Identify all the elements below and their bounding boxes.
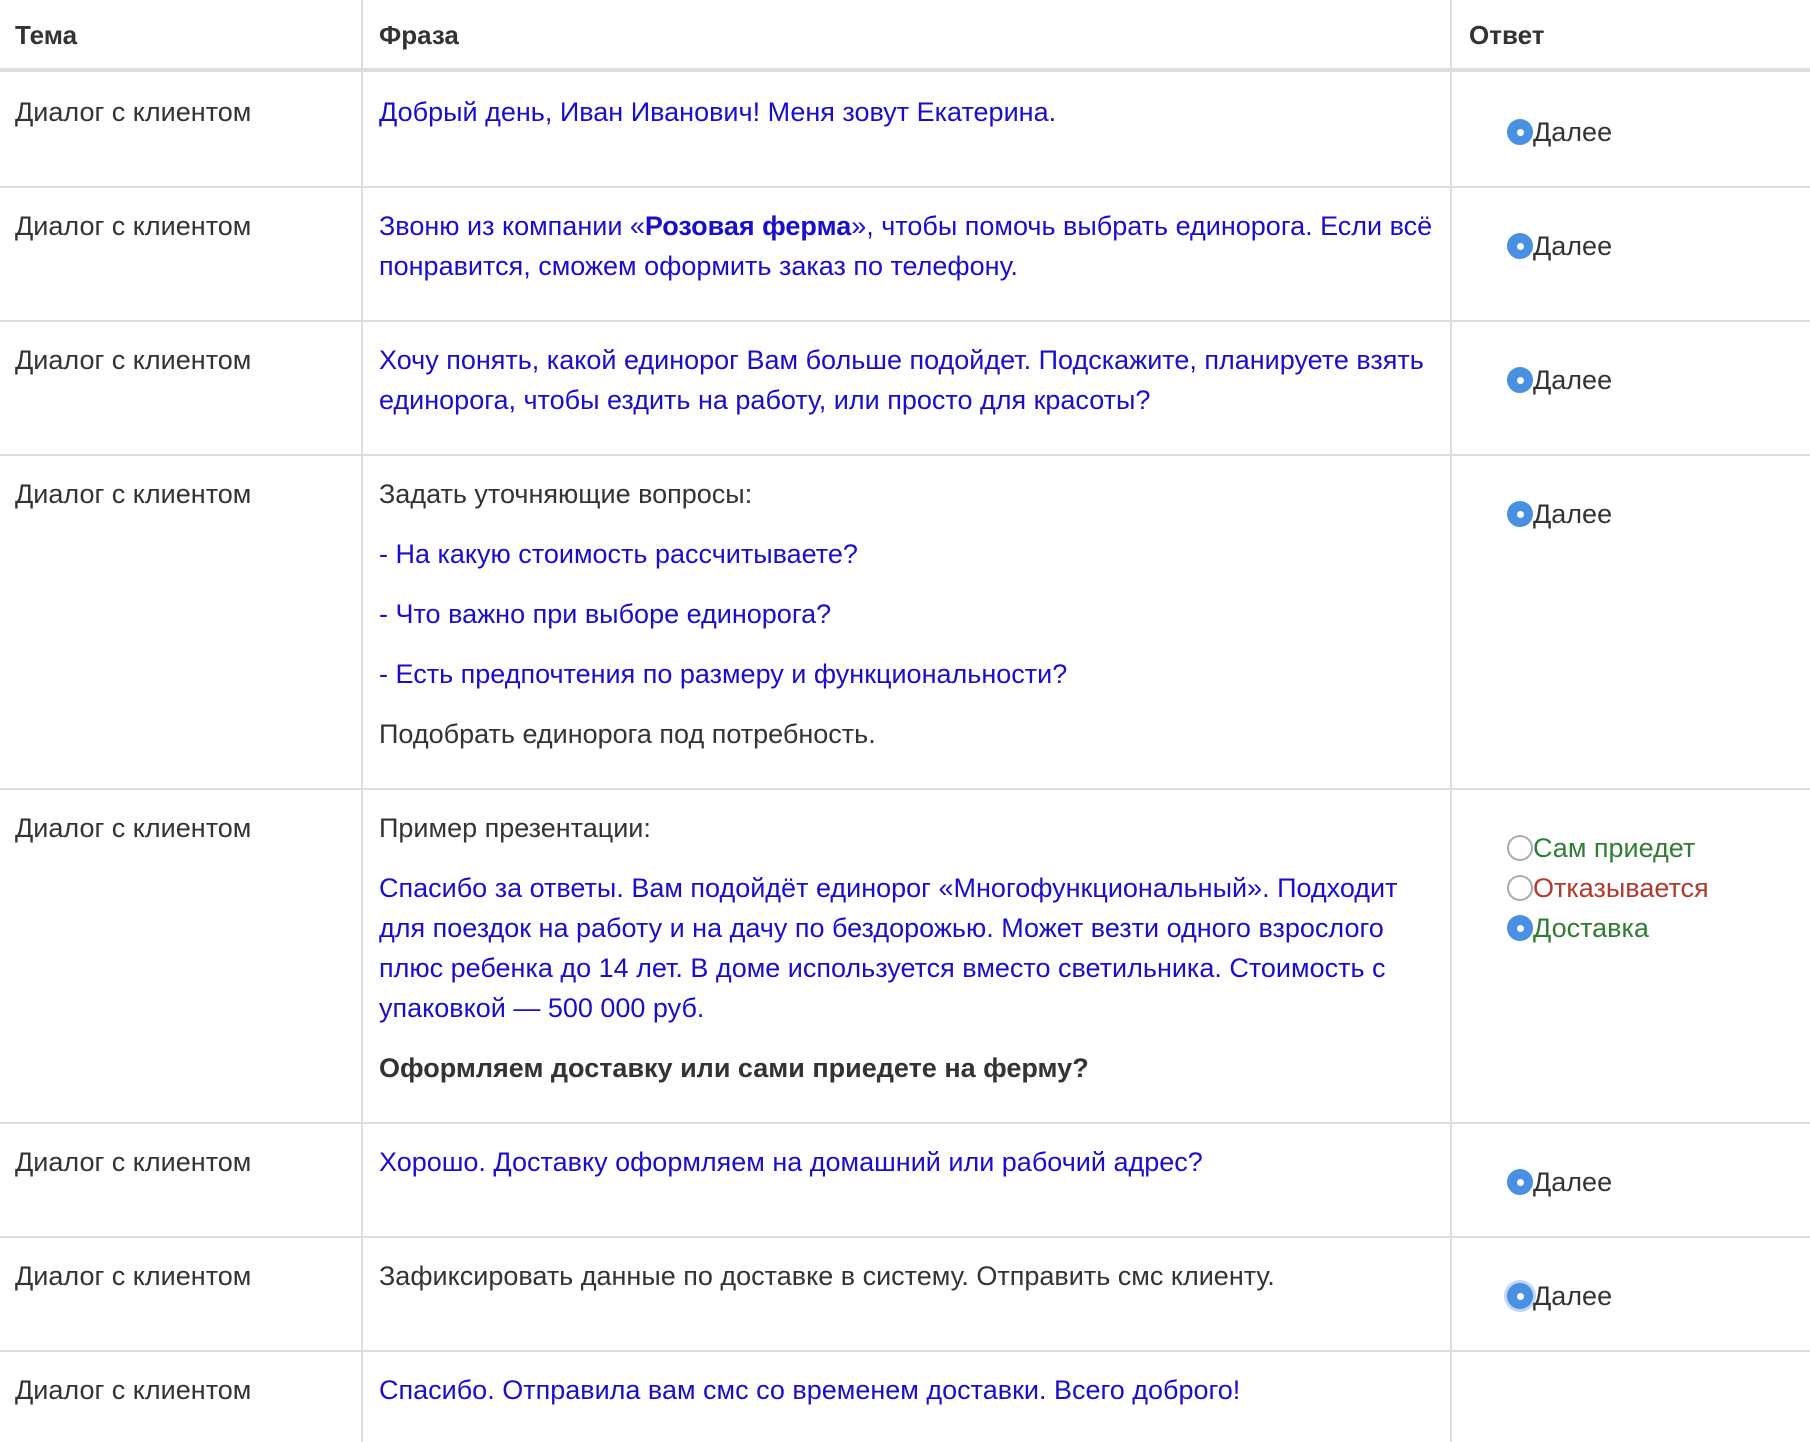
row-topic: Диалог с клиентом xyxy=(15,1375,252,1405)
phrase-text: », чтобы помочь выбрать единорога. Если всё понравится, сможем оформить заказ по телефону. xyxy=(379,211,1433,281)
answer-group xyxy=(1507,1162,1612,1202)
option-label: Далее xyxy=(1533,499,1613,529)
row-phrase xyxy=(379,808,1439,1088)
option-label: Далее xyxy=(1533,231,1613,261)
option-label: Сам приедет xyxy=(1533,833,1696,863)
row-topic: Диалог с клиентом xyxy=(15,211,252,241)
row-divider xyxy=(0,1122,1810,1124)
answer-group xyxy=(1507,494,1612,534)
radio-unselected-icon[interactable] xyxy=(1507,835,1533,861)
next-option[interactable] xyxy=(1507,1276,1612,1316)
header-topic: Тема xyxy=(15,20,78,50)
closing-question: Оформляем доставку или сами приедете на ферму? xyxy=(379,1053,1089,1083)
question-item: - Что важно при выборе единорога? xyxy=(379,599,832,629)
row-divider xyxy=(0,320,1810,322)
row-divider xyxy=(0,1350,1810,1352)
next-option[interactable] xyxy=(1507,226,1612,266)
row-divider xyxy=(0,454,1810,456)
question-item: - На какую стоимость рассчитываете? xyxy=(379,539,858,569)
next-option[interactable] xyxy=(1507,494,1612,534)
option-refuses[interactable] xyxy=(1507,868,1709,908)
row-phrase xyxy=(379,474,1439,754)
answer-group xyxy=(1507,1276,1612,1316)
company-name: Розовая ферма xyxy=(644,211,852,241)
row-topic: Диалог с клиентом xyxy=(15,97,252,127)
phrase-text: Звоню из компании « xyxy=(379,211,645,241)
row-divider xyxy=(0,186,1810,188)
next-option[interactable] xyxy=(1507,1162,1612,1202)
presentation-text: Спасибо за ответы. Вам подойдёт единорог «Многофункциональный». Подходит для поездок на работу и на дачу по бездорожью. Может везти одного взрослого плюс ребенка до 14 лет. В доме используется вместо светильника. Стоимость с упаковкой — 500 000 руб. xyxy=(379,873,1398,1023)
row-phrase xyxy=(379,206,1439,286)
row-topic: Диалог с клиентом xyxy=(15,345,252,375)
answer-group xyxy=(1507,226,1612,266)
radio-selected-icon[interactable] xyxy=(1507,233,1533,259)
row-topic: Диалог с клиентом xyxy=(15,813,252,843)
answer-group xyxy=(1507,112,1612,152)
option-self-pickup[interactable] xyxy=(1507,828,1709,868)
row-phrase: Хочу понять, какой единорог Вам больше подойдет. Подскажите, планируете взять единорога, чтобы ездить на работу, или просто для красоты? xyxy=(379,345,1424,415)
column-divider xyxy=(1450,0,1452,1442)
radio-selected-icon[interactable] xyxy=(1507,1169,1533,1195)
option-label: Далее xyxy=(1533,1281,1613,1311)
radio-selected-icon[interactable] xyxy=(1507,367,1533,393)
option-label: Далее xyxy=(1533,117,1613,147)
instruction-text: Задать уточняющие вопросы: xyxy=(379,479,753,509)
instruction-text: Пример презентации: xyxy=(379,813,651,843)
row-phrase: Зафиксировать данные по доставке в систему. Отправить смс клиенту. xyxy=(379,1261,1275,1291)
question-item: - Есть предпочтения по размеру и функциональности? xyxy=(379,659,1068,689)
answer-group xyxy=(1507,360,1612,400)
option-label: Далее xyxy=(1533,1167,1613,1197)
option-delivery[interactable] xyxy=(1507,908,1709,948)
radio-selected-icon[interactable] xyxy=(1507,119,1533,145)
row-topic: Диалог с клиентом xyxy=(15,1261,252,1291)
radio-unselected-icon[interactable] xyxy=(1507,875,1533,901)
answer-group xyxy=(1507,828,1709,948)
radio-selected-icon[interactable] xyxy=(1507,915,1533,941)
row-phrase: Хорошо. Доставку оформляем на домашний или рабочий адрес? xyxy=(379,1147,1203,1177)
radio-selected-icon[interactable] xyxy=(1507,501,1533,527)
option-label: Отказывается xyxy=(1533,873,1709,903)
row-topic: Диалог с клиентом xyxy=(15,1147,252,1177)
row-topic: Диалог с клиентом xyxy=(15,479,252,509)
next-option[interactable] xyxy=(1507,360,1612,400)
instruction-text: Подобрать единорога под потребность. xyxy=(379,719,876,749)
header-answer: Ответ xyxy=(1469,20,1545,50)
header-phrase: Фраза xyxy=(379,20,459,50)
row-divider xyxy=(0,1236,1810,1238)
table-header xyxy=(0,0,1810,72)
row-divider xyxy=(0,788,1810,790)
row-phrase: Спасибо. Отправила вам смс со временем доставки. Всего доброго! xyxy=(379,1375,1241,1405)
radio-selected-icon[interactable] xyxy=(1507,1283,1533,1309)
row-phrase: Добрый день, Иван Иванович! Меня зовут Екатерина. xyxy=(379,97,1057,127)
option-label: Доставка xyxy=(1533,913,1649,943)
next-option[interactable] xyxy=(1507,112,1612,152)
option-label: Далее xyxy=(1533,365,1613,395)
column-divider xyxy=(361,0,363,1442)
